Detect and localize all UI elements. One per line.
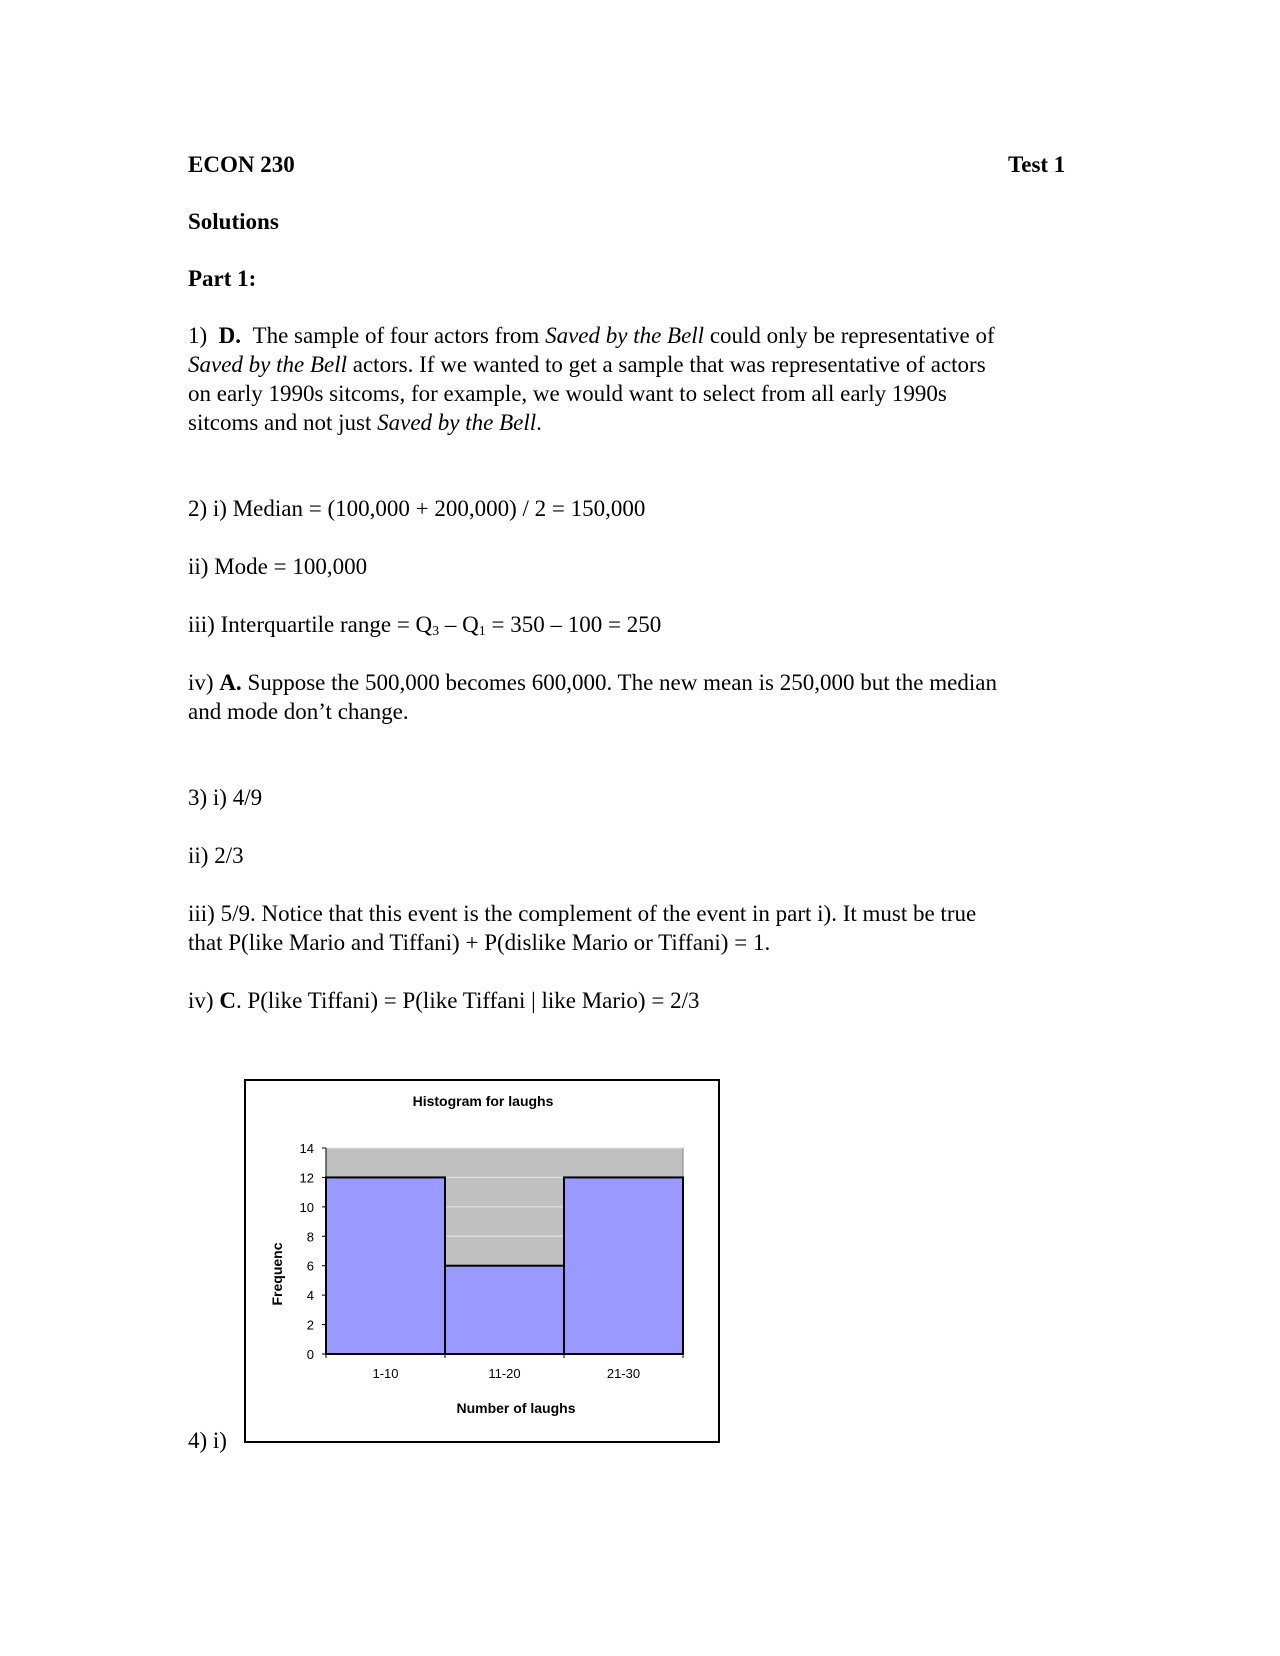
- x-axis-label: Number of laughs: [456, 1400, 576, 1416]
- solutions-heading: Solutions: [188, 209, 279, 234]
- q1-text: actors. If we wanted to get a sample that was representative of actors: [347, 352, 986, 377]
- y-tick-label: 4: [306, 1288, 314, 1304]
- x-tick-label: 21-30: [606, 1366, 641, 1381]
- y-tick-label: 8: [306, 1229, 314, 1245]
- q3-iii-line-2: that P(like Mario and Tiffani) + P(dislike Mario or Tiffani) = 1.: [188, 930, 771, 955]
- q1-text: .: [536, 410, 542, 435]
- q3-iv: [188, 986, 699, 1015]
- y-tick-label: 0: [306, 1347, 314, 1362]
- q1-line-2: [188, 350, 986, 379]
- q2-iv-line-1: [188, 668, 997, 697]
- course-title: ECON 230: [188, 152, 295, 177]
- histogram-bar: [564, 1177, 683, 1354]
- q1-text: could only be representative of: [704, 323, 995, 348]
- q2-median: 2) i) Median = (100,000 + 200,000) / 2 = 150,000: [188, 496, 646, 521]
- x-axis-ticks: [326, 1354, 683, 1381]
- q4-label: 4) i): [188, 1428, 227, 1453]
- q2-iqr-text: = 350 – 100 = 250: [485, 612, 662, 637]
- histogram-bar: [445, 1266, 564, 1354]
- y-axis-ticks: [300, 1141, 326, 1362]
- histogram-bar: [326, 1177, 445, 1354]
- q3-iii-line-1: iii) 5/9. Notice that this event is the complement of the event in part i). It must be true: [188, 901, 977, 926]
- y-tick-label: 2: [306, 1317, 314, 1333]
- chart-title: Histogram for laughs: [412, 1093, 554, 1109]
- q1-line-1: [188, 321, 995, 350]
- q1-show-title: Saved by the Bell: [377, 410, 537, 435]
- y-tick-label: 12: [299, 1170, 314, 1186]
- q1-show-title: Saved by the Bell: [545, 323, 705, 348]
- y-tick-label: 14: [299, 1141, 314, 1156]
- q2-iqr-text: – Q: [439, 612, 479, 637]
- q1-show-title: Saved by the Bell: [188, 352, 348, 377]
- x-tick-label: 11-20: [488, 1366, 521, 1381]
- test-title: Test 1: [1008, 152, 1066, 177]
- y-tick-label: 6: [306, 1258, 314, 1274]
- part1-heading: Part 1:: [188, 266, 257, 291]
- q1-line-3: on early 1990s sitcoms, for example, we would want to select from all early 1990s: [188, 381, 947, 406]
- q1-text: The sample of four actors from: [252, 323, 546, 348]
- histogram-svg: [246, 1081, 718, 1441]
- y-axis-label: Frequenc: [269, 1242, 285, 1306]
- q3-ii: ii) 2/3: [188, 843, 244, 868]
- q2-iv-line-2: and mode don’t change.: [188, 699, 409, 724]
- q3-iv-answer: C: [219, 988, 236, 1013]
- q2-iv-answer: A.: [219, 670, 242, 695]
- q2-mode: ii) Mode = 100,000: [188, 554, 368, 579]
- y-tick-label: 10: [299, 1199, 314, 1215]
- q1-line-4: [188, 408, 542, 437]
- q3-iv-label: iv): [188, 988, 220, 1013]
- q1-text: sitcoms and not just: [188, 410, 378, 435]
- q2-iv-label: iv): [188, 670, 220, 695]
- histogram-chart: [244, 1079, 720, 1443]
- q2-iqr: [188, 610, 661, 639]
- q1-answer: D.: [218, 323, 242, 348]
- q3-iv-text: . P(like Tiffani) = P(like Tiffani | like Mario) = 2/3: [235, 988, 700, 1013]
- q1-number: 1): [188, 323, 208, 348]
- x-tick-label: 1-10: [372, 1366, 399, 1381]
- q2-iqr-text: iii) Interquartile range = Q: [188, 612, 433, 637]
- q2-iv-text: Suppose the 500,000 becomes 600,000. The new mean is 250,000 but the median: [241, 670, 997, 695]
- q1-subscript: 1: [478, 624, 486, 639]
- q3-subscript: 3: [432, 624, 440, 639]
- q3-i: 3) i) 4/9: [188, 785, 263, 810]
